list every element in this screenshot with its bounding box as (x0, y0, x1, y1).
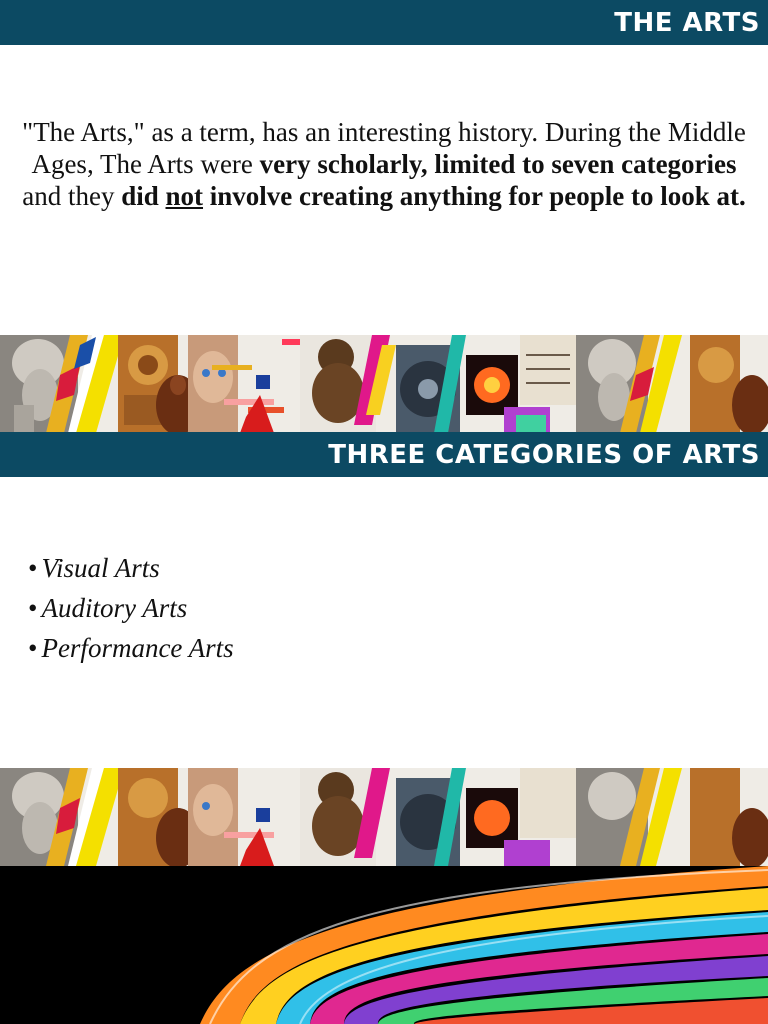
intro-text-1: "The Arts," as a term, has an interesting history. During the Middle Ages, The Arts were (22, 117, 746, 179)
collage-image (0, 768, 768, 866)
intro-text-2: and they (22, 181, 122, 211)
section-title: THE ARTS (614, 7, 760, 38)
category-list (28, 548, 234, 668)
art-collage-banner (0, 768, 768, 866)
title-bar-three-categories (0, 432, 768, 480)
swirl-graphic (0, 866, 768, 1024)
section-title: THREE CATEGORIES OF ARTS (328, 439, 760, 470)
intro-bold-1: very scholarly, limited to seven categories (259, 149, 737, 179)
list-item: • Auditory Arts (28, 588, 234, 628)
color-swirl-image (0, 866, 768, 1024)
intro-bold-2 (121, 181, 746, 211)
intro-bold-2a: did (121, 181, 166, 211)
intro-bold-2b: involve creating anything for people to look at. (203, 181, 746, 211)
list-item: • Performance Arts (28, 628, 234, 668)
intro-paragraph (22, 116, 746, 212)
collage-image (0, 335, 768, 433)
intro-underlined-not: not (165, 181, 204, 211)
title-bar-the-arts (0, 0, 768, 48)
art-collage-banner (0, 335, 768, 433)
list-item: • Visual Arts (28, 548, 234, 588)
